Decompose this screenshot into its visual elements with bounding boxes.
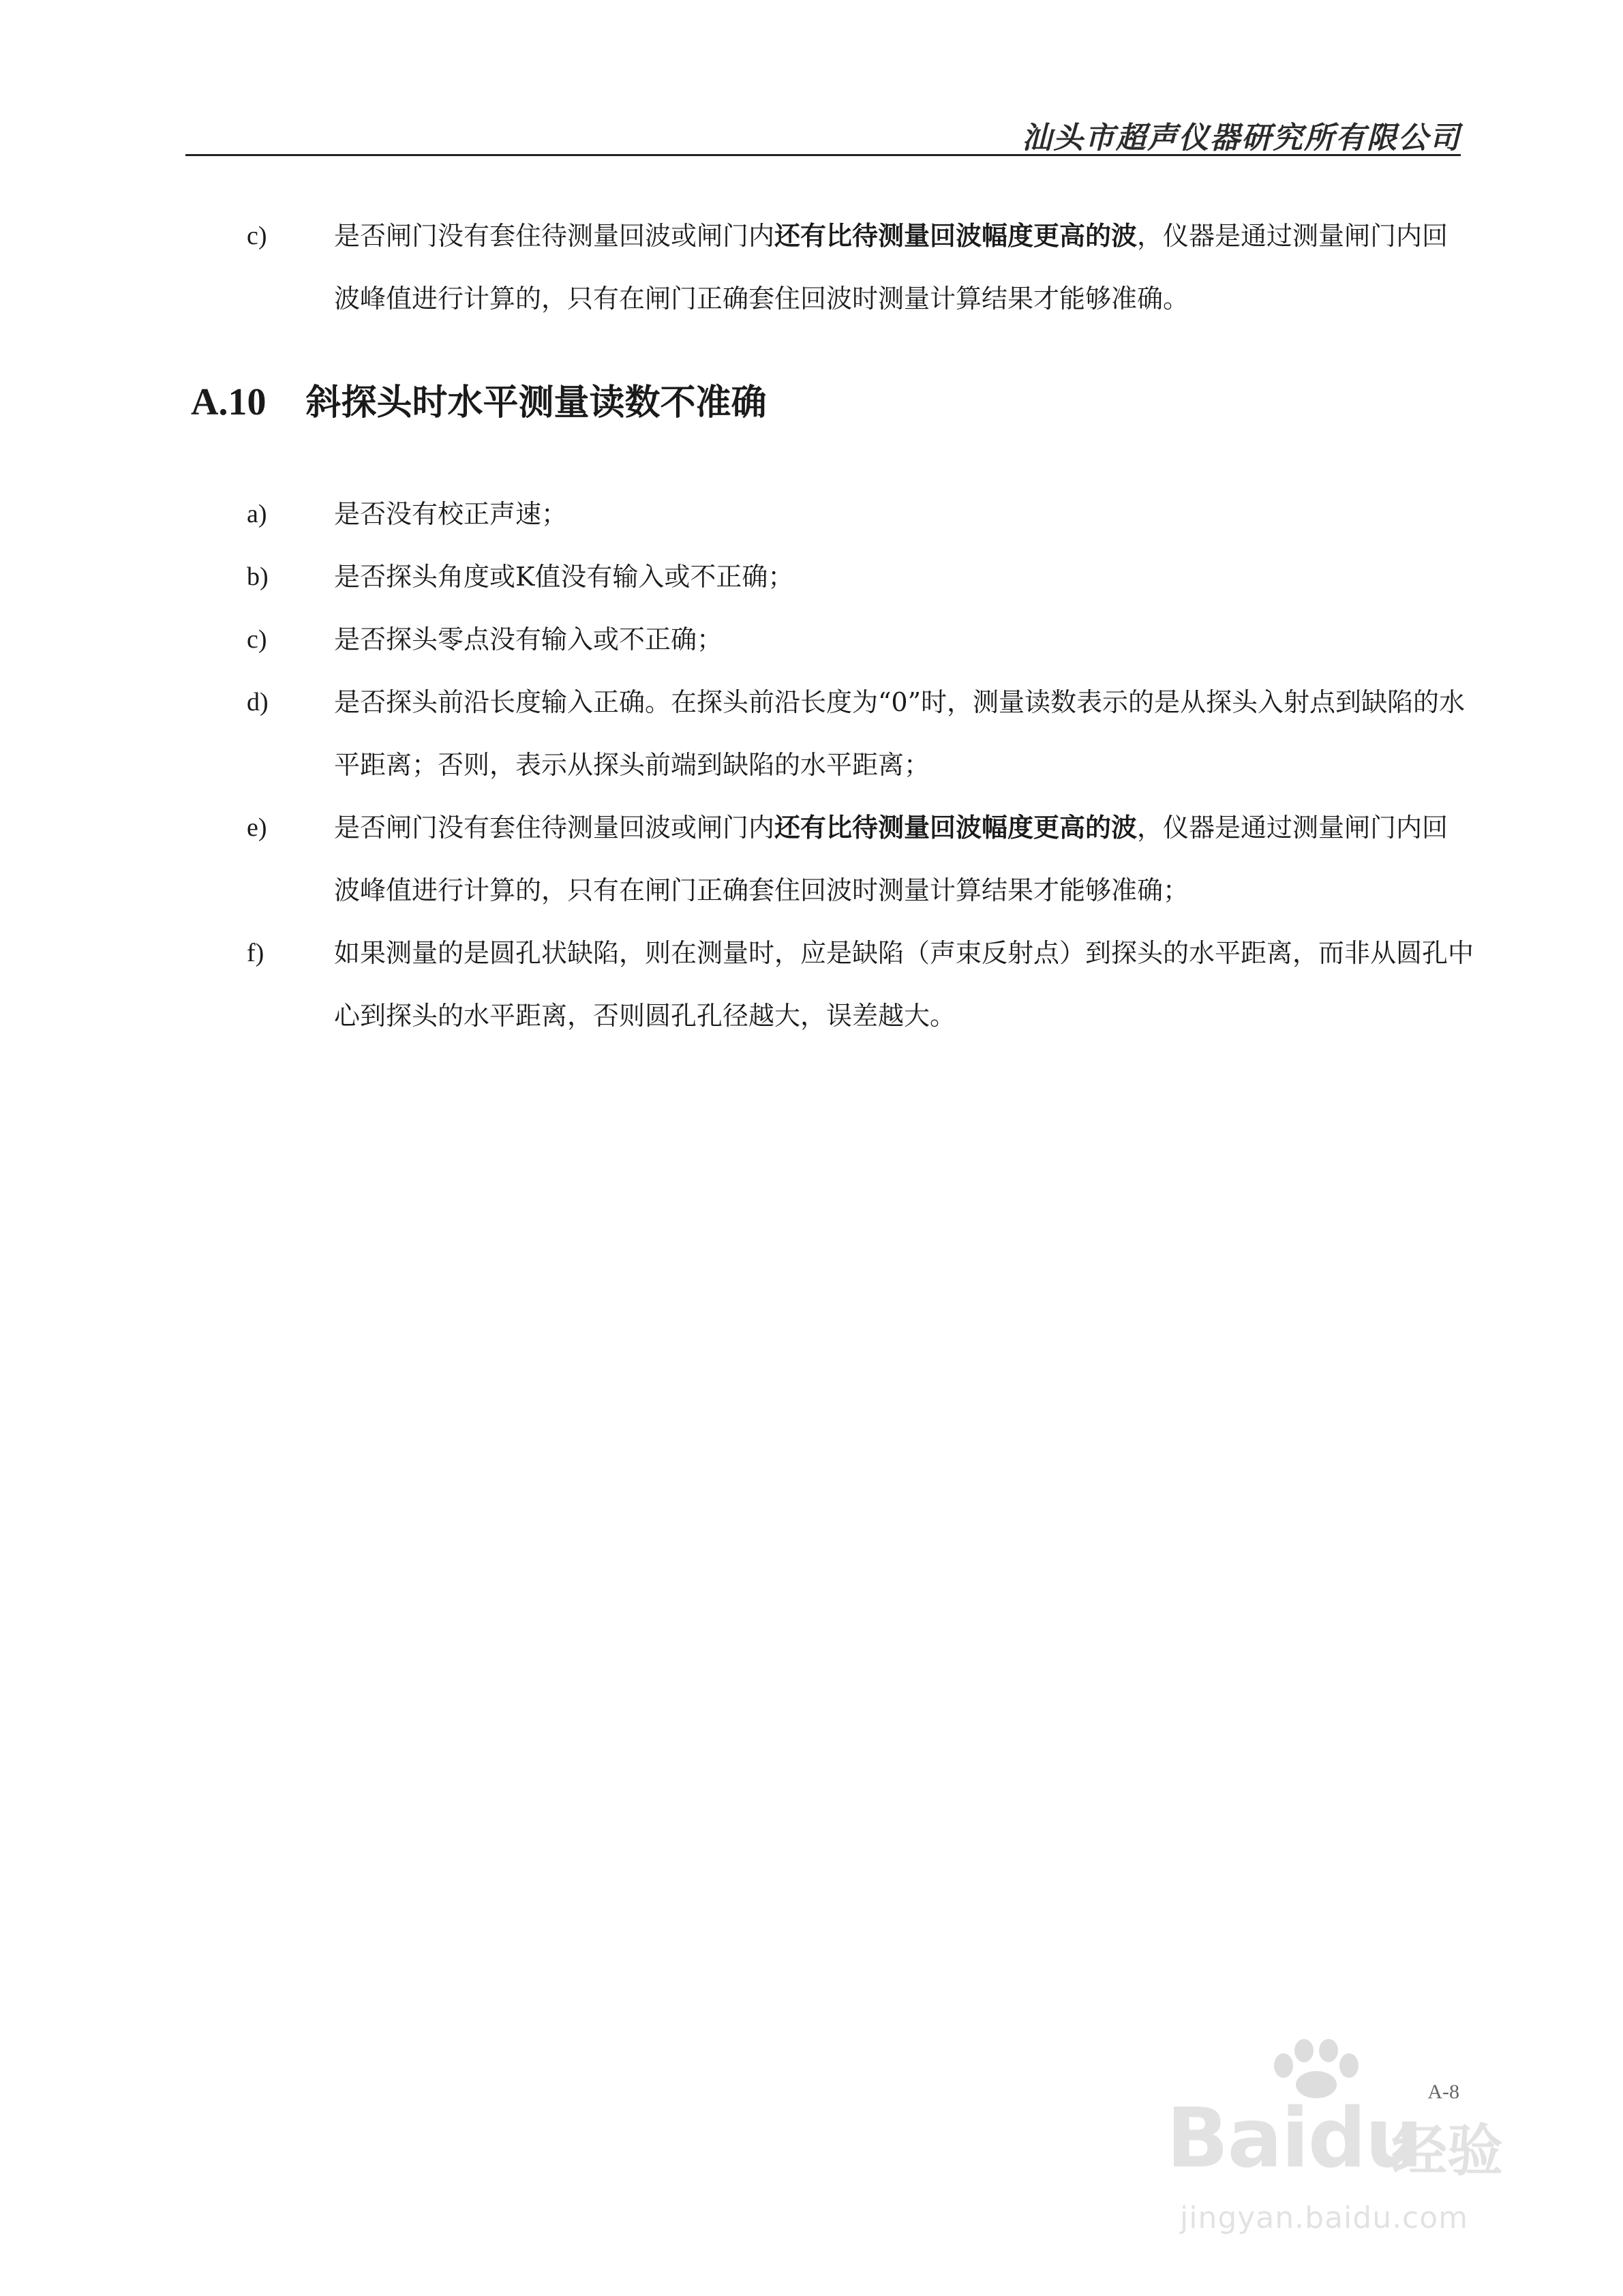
section-heading [191,374,766,425]
list-marker: c) [247,625,267,654]
list-item-c [247,608,1474,671]
paw-icon [1269,2038,1364,2100]
list-item-text: 是否闸门没有套住待测量回波或闸门内还有比待测量回波幅度更高的波，仪器是通过测量闸门内回波峰值进行计算的，只有在闸门正确套住回波时测量计算结果才能够准确。 [334,221,1448,314]
header-rule [185,154,1461,156]
watermark-url: jingyan.baidu.com [1180,2201,1469,2235]
header-company-name: 汕头市超声仪器研究所有限公司 [1022,121,1461,155]
list-item-prev-c [247,205,1474,330]
list-item-text: 是否闸门没有套住待测量回波或闸门内还有比待测量回波幅度更高的波，仪器是通过测量闸门内回波峰值进行计算的，只有在闸门正确套住回波时测量计算结果才能够准确； [334,813,1448,905]
list-item-b [247,545,1474,608]
list-item-a [247,483,1474,545]
list-item-f [247,922,1474,1047]
list-marker: f) [247,939,264,967]
list-marker: d) [247,688,269,716]
watermark [1166,2038,1521,2243]
list-item-text: 如果测量的是圆孔状缺陷，则在测量时，应是缺陷（声束反射点）到探头的水平距离，而非从圆孔中心到探头的水平距离，否则圆孔孔径越大，误差越大。 [334,938,1474,1031]
list-marker: a) [247,500,267,528]
list-item-text: 是否探头零点没有输入或不正确； [334,624,723,654]
list-item-text: 是否没有校正声速； [334,499,568,529]
list-item-text: 是否探头角度或K值没有输入或不正确； [334,562,794,592]
list-item-d [247,671,1474,796]
section-number: A.10 [191,381,267,423]
page-number: A-8 [1427,2081,1459,2103]
list-item-e [247,796,1474,922]
list-marker: c) [247,222,267,250]
list-item-text: 是否探头前沿长度输入正确。在探头前沿长度为“0”时，测量读数表示的是从探头入射点到缺陷的水平距离；否则，表示从探头前端到缺陷的水平距离； [334,687,1466,780]
watermark-brand-cn: 经验 [1391,2119,1504,2184]
list-marker: e) [247,813,267,842]
list-marker: b) [247,562,269,591]
section-title: 斜探头时水平测量读数不准确 [305,382,767,423]
watermark-brand: Baidu [1166,2091,1422,2186]
